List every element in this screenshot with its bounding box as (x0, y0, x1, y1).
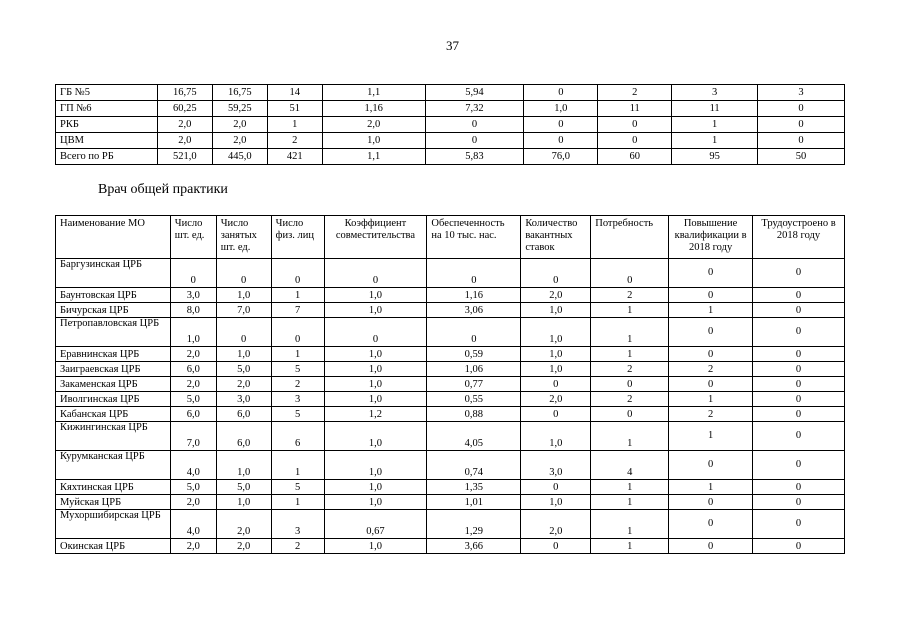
value-cell: 1 (672, 133, 758, 149)
value-cell: 0 (669, 288, 753, 303)
value-cell: 0 (669, 495, 753, 510)
value-cell: 0 (753, 347, 845, 362)
header-cell: Обеспеченность на 10 тыс. нас. (427, 216, 521, 259)
value-cell: 2 (591, 362, 669, 377)
value-cell: 1 (591, 495, 669, 510)
table-header-row (56, 216, 845, 259)
value-cell: 1 (591, 480, 669, 495)
value-cell: 1 (591, 422, 669, 451)
header-cell: Наименование МО (56, 216, 171, 259)
value-cell: 1 (591, 303, 669, 318)
header-cell: Число физ. лиц (271, 216, 324, 259)
value-cell: 0 (753, 510, 845, 539)
table-row (56, 318, 845, 347)
value-cell: 4,05 (427, 422, 521, 451)
value-cell: 5,0 (216, 480, 271, 495)
value-cell: 1,0 (524, 101, 598, 117)
value-cell: 0 (669, 318, 753, 347)
table-row (56, 133, 845, 149)
value-cell: 1,0 (216, 495, 271, 510)
header-cell: Количество вакантных ставок (521, 216, 591, 259)
value-cell: 0 (753, 422, 845, 451)
value-cell: 1,0 (521, 495, 591, 510)
value-cell: 1 (591, 318, 669, 347)
value-cell: 1,0 (324, 451, 427, 480)
header-cell: Повышение квалификации в 2018 году (669, 216, 753, 259)
row-label-cell: ГП №6 (56, 101, 158, 117)
value-cell: 6,0 (170, 407, 216, 422)
value-cell: 1,0 (521, 347, 591, 362)
value-cell: 0 (753, 392, 845, 407)
value-cell: 3,66 (427, 539, 521, 554)
value-cell: 50 (758, 149, 845, 165)
value-cell: 0 (170, 259, 216, 288)
gp-staffing-table (55, 215, 845, 554)
header-cell: Потребность (591, 216, 669, 259)
value-cell: 1,0 (521, 318, 591, 347)
value-cell: 6,0 (216, 422, 271, 451)
row-label-cell: Окинская ЦРБ (56, 539, 171, 554)
value-cell: 1,0 (324, 422, 427, 451)
value-cell: 6 (271, 422, 324, 451)
header-cell: Трудоустроено в 2018 году (753, 216, 845, 259)
table-row (56, 101, 845, 117)
value-cell: 1 (669, 303, 753, 318)
row-label-cell: Всего по РБ (56, 149, 158, 165)
value-cell: 1 (267, 117, 322, 133)
value-cell: 0 (524, 85, 598, 101)
row-label-cell: Закаменская ЦРБ (56, 377, 171, 392)
table-row (56, 85, 845, 101)
row-label-cell: Мухоршибирская ЦРБ (56, 510, 171, 539)
value-cell: 0 (758, 117, 845, 133)
value-cell: 1,06 (427, 362, 521, 377)
value-cell: 1,0 (216, 451, 271, 480)
table-row (56, 392, 845, 407)
value-cell: 0 (598, 133, 672, 149)
table-row (56, 117, 845, 133)
value-cell: 0,59 (427, 347, 521, 362)
value-cell: 0 (669, 347, 753, 362)
value-cell: 5 (271, 362, 324, 377)
value-cell: 0 (271, 259, 324, 288)
value-cell: 1,35 (427, 480, 521, 495)
value-cell: 2 (591, 288, 669, 303)
value-cell: 0 (669, 451, 753, 480)
value-cell: 0 (758, 133, 845, 149)
table-row (56, 539, 845, 554)
table-row (56, 510, 845, 539)
value-cell: 2 (591, 392, 669, 407)
value-cell: 0 (521, 539, 591, 554)
value-cell: 1 (271, 347, 324, 362)
value-cell: 0,74 (427, 451, 521, 480)
value-cell: 1,0 (324, 539, 427, 554)
value-cell: 2,0 (212, 133, 267, 149)
value-cell: 1,01 (427, 495, 521, 510)
value-cell: 7,0 (216, 303, 271, 318)
header-cell: Число шт. ед. (170, 216, 216, 259)
row-label-cell: Заиграевская ЦРБ (56, 362, 171, 377)
value-cell: 0 (425, 117, 524, 133)
value-cell: 1 (591, 539, 669, 554)
value-cell: 1,2 (324, 407, 427, 422)
value-cell: 1,29 (427, 510, 521, 539)
value-cell: 0 (324, 318, 427, 347)
value-cell: 2,0 (157, 133, 212, 149)
table-row (56, 422, 845, 451)
value-cell: 6,0 (216, 407, 271, 422)
value-cell: 0 (753, 407, 845, 422)
row-label-cell: ГБ №5 (56, 85, 158, 101)
value-cell: 16,75 (212, 85, 267, 101)
value-cell: 60,25 (157, 101, 212, 117)
value-cell: 0 (521, 377, 591, 392)
value-cell: 1,1 (322, 85, 425, 101)
value-cell: 0 (271, 318, 324, 347)
value-cell: 5,0 (170, 392, 216, 407)
value-cell: 4 (591, 451, 669, 480)
table-row (56, 259, 845, 288)
value-cell: 1,0 (216, 347, 271, 362)
table-row (56, 480, 845, 495)
value-cell: 1 (271, 451, 324, 480)
value-cell: 2 (271, 377, 324, 392)
page-number: 37 (446, 38, 459, 53)
value-cell: 0 (753, 539, 845, 554)
value-cell: 2,0 (216, 510, 271, 539)
value-cell: 0 (524, 133, 598, 149)
value-cell: 0 (669, 510, 753, 539)
value-cell: 1,0 (324, 392, 427, 407)
value-cell: 60 (598, 149, 672, 165)
value-cell: 5,94 (425, 85, 524, 101)
value-cell: 1 (591, 347, 669, 362)
value-cell: 0 (216, 259, 271, 288)
value-cell: 1,1 (322, 149, 425, 165)
row-label-cell: Баргузинская ЦРБ (56, 259, 171, 288)
value-cell: 2,0 (521, 392, 591, 407)
value-cell: 1,0 (324, 303, 427, 318)
value-cell: 0 (753, 451, 845, 480)
value-cell: 5,0 (216, 362, 271, 377)
value-cell: 2 (271, 539, 324, 554)
value-cell: 0 (427, 318, 521, 347)
value-cell: 2,0 (157, 117, 212, 133)
value-cell: 1 (271, 495, 324, 510)
value-cell: 445,0 (212, 149, 267, 165)
value-cell: 0 (521, 259, 591, 288)
value-cell: 2,0 (216, 377, 271, 392)
row-label-cell: Еравнинская ЦРБ (56, 347, 171, 362)
value-cell: 1,0 (324, 347, 427, 362)
value-cell: 1,0 (324, 495, 427, 510)
value-cell: 0 (753, 362, 845, 377)
value-cell: 521,0 (157, 149, 212, 165)
value-cell: 0 (669, 377, 753, 392)
value-cell: 0 (591, 259, 669, 288)
value-cell: 0 (758, 101, 845, 117)
value-cell: 3,0 (521, 451, 591, 480)
value-cell: 1 (672, 117, 758, 133)
value-cell: 0 (753, 303, 845, 318)
value-cell: 0 (521, 407, 591, 422)
table-row (56, 303, 845, 318)
value-cell: 1 (271, 288, 324, 303)
value-cell: 1,0 (216, 288, 271, 303)
value-cell: 2 (267, 133, 322, 149)
row-label-cell: Петропавловская ЦРБ (56, 318, 171, 347)
value-cell: 0 (216, 318, 271, 347)
row-label-cell: ЦВМ (56, 133, 158, 149)
table-row (56, 288, 845, 303)
row-label-cell: Кяхтинская ЦРБ (56, 480, 171, 495)
value-cell: 2,0 (170, 495, 216, 510)
value-cell: 1 (669, 422, 753, 451)
value-cell: 5,83 (425, 149, 524, 165)
value-cell: 1,0 (521, 303, 591, 318)
value-cell: 7 (271, 303, 324, 318)
value-cell: 1 (669, 392, 753, 407)
value-cell: 7,0 (170, 422, 216, 451)
value-cell: 1,0 (170, 318, 216, 347)
value-cell: 1,0 (324, 362, 427, 377)
value-cell: 5 (271, 480, 324, 495)
value-cell: 0,77 (427, 377, 521, 392)
value-cell: 2 (669, 407, 753, 422)
value-cell: 0 (521, 480, 591, 495)
value-cell: 1,0 (521, 362, 591, 377)
value-cell: 2,0 (521, 510, 591, 539)
value-cell: 1 (591, 510, 669, 539)
value-cell: 0,67 (324, 510, 427, 539)
value-cell: 1,0 (324, 480, 427, 495)
value-cell: 1,16 (427, 288, 521, 303)
value-cell: 1,0 (521, 422, 591, 451)
table-row (56, 347, 845, 362)
value-cell: 421 (267, 149, 322, 165)
staffing-table-continued (55, 84, 845, 165)
table-row (56, 377, 845, 392)
value-cell: 14 (267, 85, 322, 101)
section-title: Врач общей практики (98, 182, 228, 197)
value-cell: 59,25 (212, 101, 267, 117)
value-cell: 2 (598, 85, 672, 101)
value-cell: 0 (753, 377, 845, 392)
value-cell: 5 (271, 407, 324, 422)
row-label-cell: Курумканская ЦРБ (56, 451, 171, 480)
value-cell: 7,32 (425, 101, 524, 117)
value-cell: 2,0 (170, 377, 216, 392)
value-cell: 2 (669, 362, 753, 377)
value-cell: 6,0 (170, 362, 216, 377)
value-cell: 3 (758, 85, 845, 101)
value-cell: 0 (753, 318, 845, 347)
value-cell: 3,0 (216, 392, 271, 407)
table-row (56, 149, 845, 165)
value-cell: 2,0 (170, 539, 216, 554)
row-label-cell: Бичурская ЦРБ (56, 303, 171, 318)
value-cell: 51 (267, 101, 322, 117)
value-cell: 0 (427, 259, 521, 288)
value-cell: 2,0 (216, 539, 271, 554)
row-label-cell: Кабанская ЦРБ (56, 407, 171, 422)
row-label-cell: Кижингинская ЦРБ (56, 422, 171, 451)
value-cell: 3 (271, 392, 324, 407)
row-label-cell: РКБ (56, 117, 158, 133)
value-cell: 2,0 (521, 288, 591, 303)
value-cell: 0 (753, 259, 845, 288)
value-cell: 0 (753, 480, 845, 495)
value-cell: 4,0 (170, 510, 216, 539)
value-cell: 0,88 (427, 407, 521, 422)
value-cell: 1,0 (324, 377, 427, 392)
value-cell: 11 (672, 101, 758, 117)
row-label-cell: Баунтовская ЦРБ (56, 288, 171, 303)
row-label-cell: Иволгинская ЦРБ (56, 392, 171, 407)
value-cell: 3 (271, 510, 324, 539)
row-label-cell: Муйская ЦРБ (56, 495, 171, 510)
value-cell: 95 (672, 149, 758, 165)
value-cell: 1,16 (322, 101, 425, 117)
value-cell: 2,0 (212, 117, 267, 133)
value-cell: 2,0 (170, 347, 216, 362)
value-cell: 3,06 (427, 303, 521, 318)
table-row (56, 451, 845, 480)
value-cell: 0 (753, 288, 845, 303)
value-cell: 0 (591, 377, 669, 392)
table-row (56, 362, 845, 377)
value-cell: 1,0 (324, 288, 427, 303)
table-row (56, 407, 845, 422)
value-cell: 76,0 (524, 149, 598, 165)
value-cell: 3 (672, 85, 758, 101)
table-row (56, 495, 845, 510)
value-cell: 0 (669, 539, 753, 554)
value-cell: 16,75 (157, 85, 212, 101)
value-cell: 0 (669, 259, 753, 288)
value-cell: 0 (524, 117, 598, 133)
value-cell: 2,0 (322, 117, 425, 133)
value-cell: 5,0 (170, 480, 216, 495)
value-cell: 0,55 (427, 392, 521, 407)
value-cell: 0 (324, 259, 427, 288)
value-cell: 1 (669, 480, 753, 495)
value-cell: 11 (598, 101, 672, 117)
value-cell: 0 (591, 407, 669, 422)
value-cell: 3,0 (170, 288, 216, 303)
value-cell: 4,0 (170, 451, 216, 480)
header-cell: Коэффициент совместительства (324, 216, 427, 259)
value-cell: 1,0 (322, 133, 425, 149)
value-cell: 0 (753, 495, 845, 510)
header-cell: Число занятых шт. ед. (216, 216, 271, 259)
value-cell: 0 (598, 117, 672, 133)
value-cell: 8,0 (170, 303, 216, 318)
value-cell: 0 (425, 133, 524, 149)
